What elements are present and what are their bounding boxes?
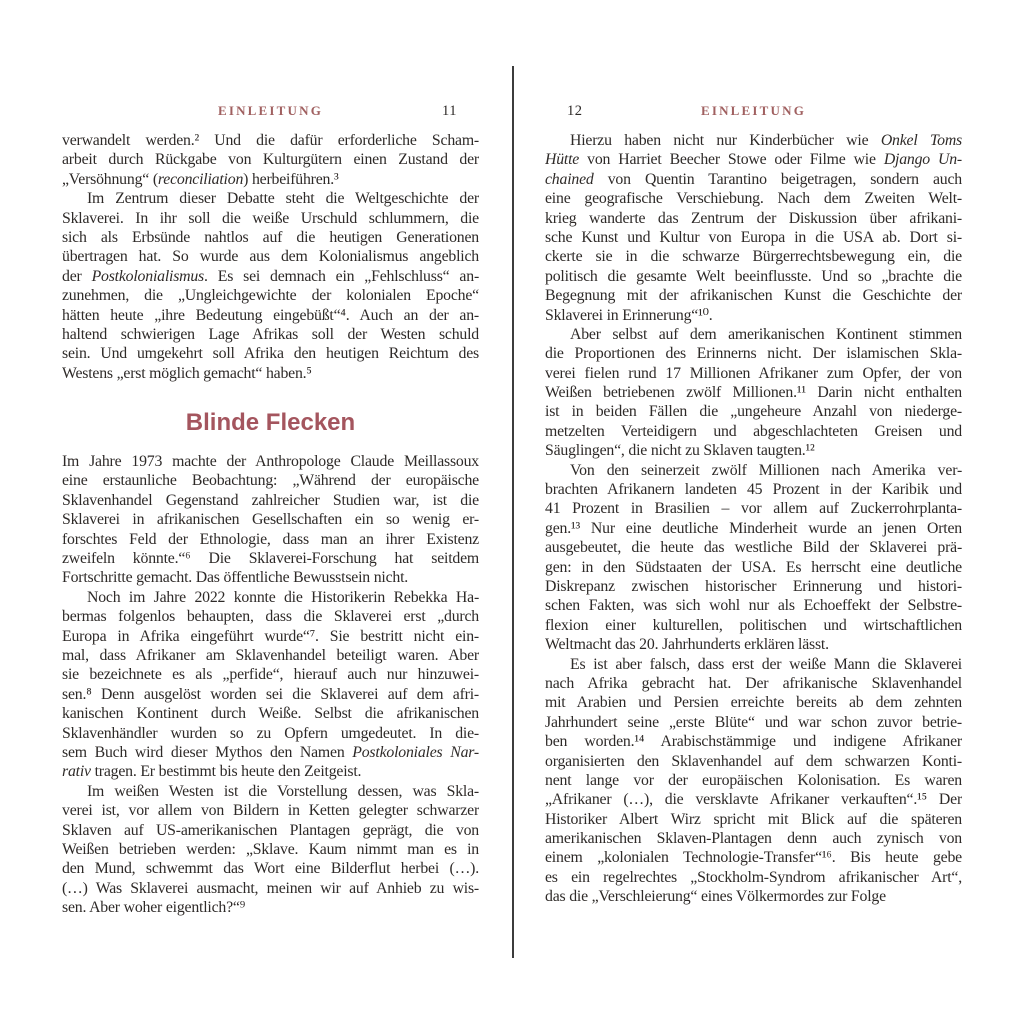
text-line: Im weißen Westen ist die Vorstellung dessen, was Skla- (87, 782, 479, 800)
text-line: es ein regelrechtes „Stockholm-Syndrom afrikanischer Art“, (545, 868, 962, 886)
text-line: hätten heute „ihre Bedeutung eingebüßt“⁴. Auch an der an- (62, 306, 479, 324)
page-header-right (545, 103, 962, 120)
text-line: haltend schwierigen Lage Afrikas soll der Westen schuld (62, 325, 479, 343)
text-line: Diskrepanz zwischen historischer Erinnerung und histori- (545, 577, 962, 595)
text-line: Sklavenhandel Gegenstand zahlreicher Studien war, ist die (62, 491, 479, 509)
running-title: EINLEITUNG (700, 103, 807, 118)
text-line: Aber selbst auf dem amerikanischen Kontinent stimmen (570, 325, 962, 343)
running-title: EINLEITUNG (217, 103, 324, 118)
text-line: kanischen Kontinent durch Weiße. Selbst die afrikanischen (62, 705, 479, 723)
text-line: gen: in den Südstaaten der USA. Es herrscht eine deutliche (545, 558, 962, 576)
text-line: sie bezeichnete es als „perfide“, hierauf auch nur hinzuwei- (62, 666, 479, 684)
text-line: organisierten den Sklavenhandel auf dem schwarzen Konti- (545, 752, 962, 770)
text-line: gen.¹³ Nur eine deutliche Minderheit wurde an jenen Orten (545, 519, 962, 537)
text-line: arbeit durch Rückgabe von Kulturgütern einen Zustand der (62, 151, 479, 169)
text-line: nach Afrika gebracht hat. Der afrikanische Sklavenhandel (545, 674, 962, 692)
text-line: amerikanischen Sklaven-Plantagen denn auch zynisch von (545, 830, 962, 848)
text-line: flexion einer kulturellen, politischen und wirtschaftlichen (545, 616, 962, 634)
text-line: Sklaven auf US-amerikanischen Plantagen geprägt, die von (62, 821, 479, 839)
page-number: 12 (567, 103, 583, 119)
page-body-right (545, 131, 962, 907)
text-line: mit Arabien und Persien erreichte bereits ab dem zehnten (545, 694, 962, 712)
text-line: ckerte sie in die schwarze Bürgerrechtsbewegung ein, die (545, 248, 962, 266)
text-line: Im Zentrum dieser Debatte steht die Weltgeschichte der (87, 190, 479, 208)
text-line: brachten Afrikanern landeten 45 Prozent in der Karibik und (545, 481, 962, 499)
text-line: sich als Erbsünde nahtlos auf die heutigen Generationen (62, 228, 479, 246)
text-line: ben worden.¹⁴ Arabischstämmige und indigene Afrikaner (545, 733, 962, 751)
text-line: „Versöhnung“ (reconciliation) herbeiführen.³ (62, 170, 339, 188)
text-line: politisch die gesamte Welt beeinflusste. Und so „brachte die (545, 267, 962, 285)
text-line: ausgebeutet, die heute das westliche Bild der Sklaverei prä- (545, 539, 962, 557)
text-line: Begegnung mit der afrikanischen Kunst die Geschichte der (545, 287, 962, 305)
text-line: Sklaverei in afrikanischen Gesellschaften ein so wenig er- (62, 511, 479, 529)
text-line: Fortschritte gemacht. Das öffentliche Bewusstsein nicht. (62, 569, 409, 587)
text-line: Sklavenhändler wurden so zu Opfern umgedeutet. In die- (62, 724, 479, 742)
text-line: Weltmacht das 20. Jahrhunderts erklären lässt. (545, 636, 829, 654)
text-line: chained von Quentin Tarantino beigetragen, sondern auch (545, 170, 962, 188)
text-line: Säuglingen“, die nicht zu Sklaven taugten.¹² (545, 442, 815, 460)
text-line: der Postkolonialismus. Es sei demnach ein „Fehlschluss“ an- (62, 267, 479, 285)
text-line: Weißen betrieben werden: „Sklave. Kaum nimmt man es in (62, 840, 479, 858)
text-line: das die „Verschleierung“ eines Völkermordes zur Folge (545, 888, 886, 906)
text-line: die Proportionen des Erinnerns nicht. Der islamischen Skla- (545, 345, 962, 363)
text-line: forschtes Feld der Ethnologie, dass man an ihrer Existenz (62, 530, 479, 548)
text-line: schen Fakten, was sich wohl nur als Echoeffekt der Selbstre- (545, 597, 962, 615)
text-line: eine erstaunliche Beobachtung: „Während der europäische (62, 472, 479, 490)
text-line: sen.⁸ Denn ausgelöst worden sei die Sklaverei auf dem afri- (62, 685, 479, 703)
text-line: sen. Aber woher eigentlich?“⁹ (62, 899, 246, 917)
text-line: den Mund, schwemmt das Wort eine Bilderflut herbei (…). (62, 860, 479, 878)
text-line: mal, dass Afrikaner am Sklavenhandel beteiligt waren. Aber (62, 646, 479, 664)
text-line: eine geografische Verschiebung. Nach dem Zweiten Welt- (545, 190, 962, 208)
text-line: Historiker Albert Wirz spricht mit Blick auf die späteren (545, 810, 962, 828)
section-heading: Blinde Flecken (185, 409, 356, 437)
text-line: Jahrhundert seine „erste Blüte“ und war schon zuvor betrie- (545, 713, 962, 731)
text-line: bermas folgenlos behaupten, dass die Sklaverei erst „durch (62, 608, 479, 626)
text-line: 41 Prozent in Brasilien – vor allem auf Zuckerrohrplanta- (545, 500, 962, 518)
text-line: zweifeln könnte.“⁶ Die Sklaverei-Forschung hat seitdem (62, 550, 479, 568)
text-line: Noch im Jahre 2022 konnte die Historikerin Rebekka Ha- (87, 588, 479, 606)
text-line: krieg wanderte das Zentrum der Diskussion über afrikani- (545, 209, 962, 227)
text-line: metzelten Verteidigern und abgeschlachteten Greisen und (545, 422, 962, 440)
text-line: Westens „erst möglich gemacht“ haben.⁵ (62, 364, 312, 382)
text-line: verei fielen rund 17 Millionen Afrikaner zum Opfer, der von (545, 364, 962, 382)
text-line: verei ist, vor allem von Bildern in Ketten gelegter schwarzer (62, 802, 479, 820)
text-line: Sklaverei in Erinnerung“¹⁰. (545, 306, 713, 324)
text-line: nent lange vor der europäischen Kolonisation. Es waren (545, 771, 962, 789)
text-line: Hierzu haben nicht nur Kinderbücher wie Onkel Toms (570, 132, 962, 149)
text-line: rativ tragen. Er bestimmt bis heute den Zeitgeist. (62, 763, 362, 781)
text-line: Weißen betriebenen zwölf Millionen.¹¹ Darin nicht enthalten (545, 384, 962, 402)
text-line: einem „kolonialen Technologie-Transfer“¹⁶. Bis heute gebe (545, 849, 962, 867)
text-line: Es ist aber falsch, dass erst der weiße Mann die Sklaverei (570, 655, 962, 673)
text-line: Sklaverei. In ihr soll die weiße Urschuld schlummern, die (62, 209, 479, 227)
text-line: (…) Was Sklaverei ausmacht, meinen wir auf Anhieb zu wis- (62, 879, 479, 897)
page-left (62, 103, 479, 917)
page-header-left (62, 103, 479, 120)
text-line: „Afrikaner (…), die versklavte Afrikaner verkauften“.¹⁵ Der (545, 791, 962, 809)
text-line: sche Kunst und Kultur von Europa in die USA ab. Dort si- (545, 228, 962, 246)
text-line: Von den seinerzeit zwölf Millionen nach Amerika ver- (570, 461, 962, 479)
page-number: 11 (442, 103, 457, 119)
text-line: sein. Und umgekehrt soll Afrika den heutigen Reichtum des (62, 345, 479, 363)
page-right (545, 103, 962, 907)
page-divider (512, 66, 514, 958)
text-line: sem Buch wird dieser Mythos den Namen Postkoloniales Nar- (62, 743, 479, 761)
text-line: zunehmen, die „Ungleichgewichte der kolonialen Epoche“ (62, 287, 479, 305)
text-line: übertragen hat. So wurde aus dem Kolonialismus angeblich (62, 248, 479, 266)
text-line: Europa in Afrika eingeführt wurde“⁷. Sie bestritt nicht ein- (62, 627, 479, 645)
text-line: ist in beiden Fällen die „ungeheure Anzahl von niederge- (545, 403, 962, 421)
text-line: Im Jahre 1973 machte der Anthropologe Claude Meillassoux (62, 453, 479, 471)
text-line: verwandelt werden.² Und die dafür erforderliche Scham- (62, 132, 479, 149)
text-line: Hütte von Harriet Beecher Stowe oder Filme wie Django Un- (545, 151, 962, 169)
page-body-left (62, 131, 479, 917)
